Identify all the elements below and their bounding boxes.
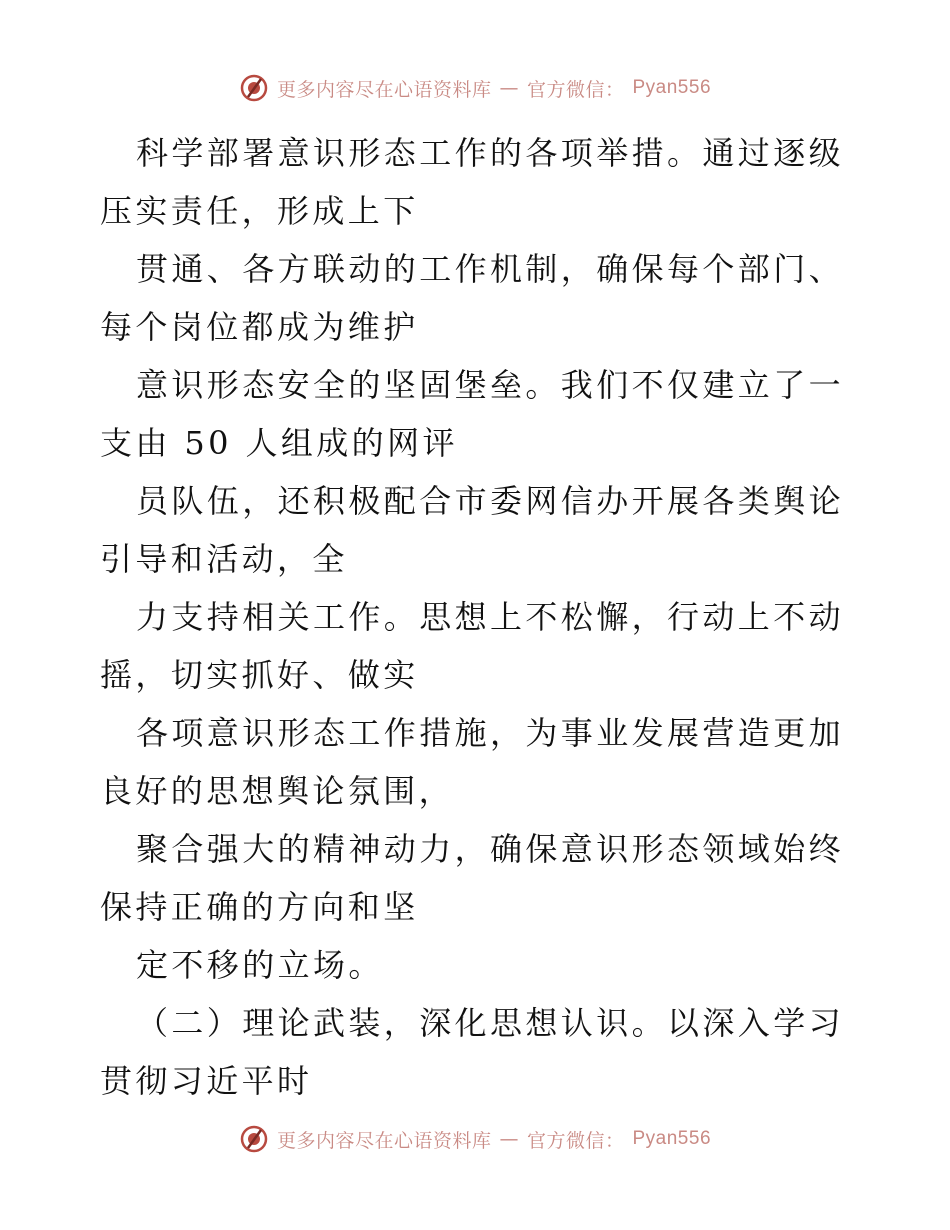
watermark-separator: — xyxy=(499,1128,519,1150)
watermark-logo-icon xyxy=(239,73,269,103)
document-body xyxy=(100,124,860,1110)
paragraph: 定不移的立场。 xyxy=(136,946,384,984)
watermark-label: 官方微信： xyxy=(526,1129,625,1152)
paragraph: （二）理论武装，深化思想认识。以深入学习贯彻习近平时 xyxy=(100,1004,845,1100)
watermark-id: Pyan556 xyxy=(632,1128,712,1149)
watermark-text: 更多内容尽在心语资料库 xyxy=(276,78,492,101)
header-watermark xyxy=(0,73,950,103)
footer-watermark xyxy=(0,1124,950,1154)
watermark-separator: — xyxy=(499,77,519,99)
paragraph: 员队伍，还积极配合市委网信办开展各类舆论引导和活动，全 xyxy=(100,482,845,578)
watermark-id: Pyan556 xyxy=(632,77,712,98)
paragraph: 贯通、各方联动的工作机制，确保每个部门、每个岗位都成为维护 xyxy=(100,250,845,346)
watermark-text: 更多内容尽在心语资料库 xyxy=(276,1129,492,1152)
watermark-label: 官方微信： xyxy=(526,78,625,101)
paragraph: 力支持相关工作。思想上不松懈，行动上不动摇，切实抓好、做实 xyxy=(100,598,845,694)
paragraph: 聚合强大的精神动力，确保意识形态领域始终保持正确的方向和坚 xyxy=(100,830,845,926)
paragraph: 科学部署意识形态工作的各项举措。通过逐级压实责任，形成上下 xyxy=(100,134,845,230)
paragraph: 各项意识形态工作措施，为事业发展营造更加良好的思想舆论氛围， xyxy=(100,714,845,810)
watermark-logo-icon xyxy=(239,1124,269,1154)
paragraph: 意识形态安全的坚固堡垒。我们不仅建立了一支由 50 人组成的网评 xyxy=(100,366,845,462)
